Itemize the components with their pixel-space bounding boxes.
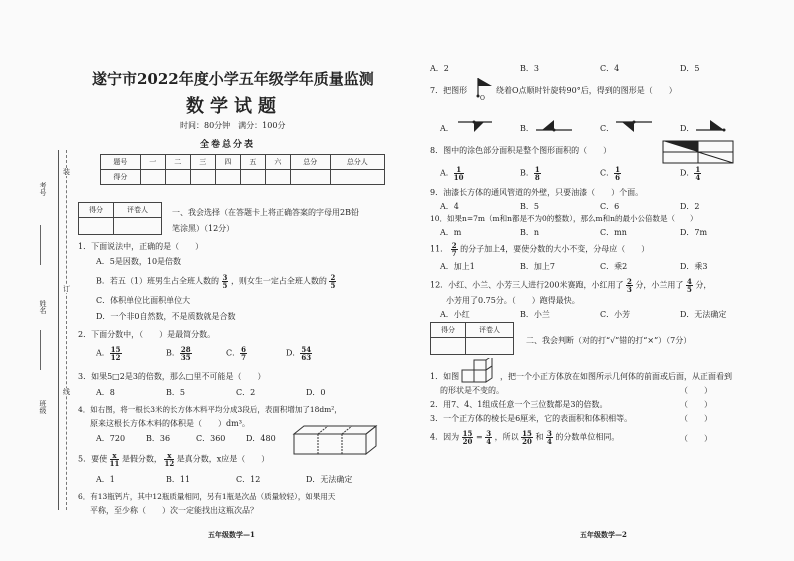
exam-title: 遂宁市2022年度小学五年级学年质量监测	[92, 70, 374, 88]
q7-stem-pre: 7．把图形	[430, 86, 468, 95]
q10-option-b[interactable]: B．n	[520, 228, 540, 237]
q7-option-d-shape[interactable]	[694, 118, 734, 134]
q4-option-c[interactable]: C．360	[196, 434, 226, 443]
total-col: 一	[140, 155, 165, 170]
q7-o-label: O	[480, 95, 485, 102]
q11-option-d[interactable]: D．乘3	[680, 262, 708, 271]
binding-blank-1	[40, 225, 41, 265]
score-cell[interactable]	[265, 170, 290, 185]
total-table-title: 全卷总分表	[200, 140, 256, 150]
q3-option-c[interactable]: C．2	[236, 388, 256, 397]
q4-option-b[interactable]: B．36	[146, 434, 171, 443]
q8-option-a[interactable]: A． $\frac{1}{10}$	[440, 165, 464, 182]
q1b-fraction-2: $\frac{2}{5}$	[330, 273, 336, 290]
total-col: 五	[240, 155, 265, 170]
total-score-table	[100, 154, 385, 185]
section1-score-box	[78, 202, 162, 235]
j1-cubes-figure	[460, 358, 500, 384]
score-cell[interactable]	[240, 170, 265, 185]
q11-stem: 11． $\frac{2}{7}$ 的分子加上4，要使分数的大小不变，分母应（ ）	[430, 241, 650, 258]
section1-heading: 一、我会选择（在答题卡上将正确答案的字母用2B铅	[172, 208, 359, 217]
binding-blank-2	[40, 330, 41, 370]
q4-stem: 4．如右图，将一根长3米的长方体木料平均分成3段后，表面积增加了18dm²，	[78, 405, 342, 414]
score-cell[interactable]	[140, 170, 165, 185]
total-col: 六	[265, 155, 290, 170]
q10-stem: 10．如果n=7m（m和n都是不为0的整数），那么m和n的最小公倍数是（ ）	[430, 214, 698, 223]
q10-option-d[interactable]: D．7m	[680, 228, 708, 237]
q1b-text: B．若五（1）班男生占全班人数的	[96, 276, 219, 286]
grader-label: 评卷人	[466, 323, 514, 338]
q8-option-b[interactable]: B． $\frac{1}{8}$	[520, 165, 540, 182]
q1-option-c[interactable]: C．体积单位比面积单位大	[96, 296, 191, 305]
q7-option-c-label[interactable]: C．	[600, 124, 615, 133]
total-col: 四	[215, 155, 240, 170]
q1-option-a[interactable]: A．5是因数，10是倍数	[96, 257, 182, 266]
q4-option-a[interactable]: A．720	[96, 434, 126, 443]
q12-option-a[interactable]: A．小红	[440, 310, 470, 319]
q12-option-c[interactable]: C．小芳	[600, 310, 631, 319]
j4-answer[interactable]: （ ）	[680, 434, 712, 443]
q3-option-a[interactable]: A．8	[96, 388, 115, 397]
grader-cell[interactable]	[466, 338, 514, 355]
j1-answer[interactable]: （ ）	[680, 386, 712, 395]
j1-stem-3: 的形状是不变的。	[440, 386, 504, 395]
binding-zhuang: 装	[63, 168, 70, 176]
page-footer-left: 五年级数学—1	[208, 530, 255, 539]
binding-dashed-line	[66, 150, 67, 510]
q1b-fraction: $\frac{3}{5}$	[222, 273, 228, 290]
q1b-text-2: ，则女生一定占全班人数的	[230, 276, 327, 286]
q10-option-c[interactable]: C．mn	[600, 228, 627, 237]
q6-stem-2: 平称，至少称（ ）次一定能找出这瓶次品？	[90, 506, 258, 515]
q11-option-c[interactable]: C．乘2	[600, 262, 628, 271]
q12-stem-2: 小芳用了0.75分。（ ）跑得最快。	[446, 296, 580, 305]
binding-outer-line	[58, 150, 59, 510]
q9-stem: 9．油漆长方体的通风管道的外壁，只要油漆（ ）个面。	[430, 188, 644, 197]
q9-option-c[interactable]: C．6	[600, 202, 620, 211]
q8-option-c[interactable]: C． $\frac{1}{6}$	[600, 165, 620, 182]
total-col: 三	[190, 155, 215, 170]
section1-heading-2: 笔涂黑）（12分）	[172, 224, 235, 233]
q2-option-c[interactable]: C． $\frac{6}{7}$	[226, 345, 246, 362]
section2-heading: 二、我会判断（对的打“√”错的打“×”）（7分）	[526, 336, 692, 345]
exam-info: 时间：80分钟 满分：100分	[180, 121, 286, 130]
score-label: 得分	[431, 323, 466, 338]
j1-stem: 1．如图	[430, 372, 460, 381]
q5-stem: 5．要使 $\frac{x}{11}$ 是假分数， $\frac{x}{12}$ 是真分数，x应是（ ）	[78, 451, 270, 468]
q7-option-c-shape[interactable]	[614, 118, 654, 134]
q4-stem-2: 原来这根长方体木料的体积是（ ）dm³。	[90, 419, 250, 428]
binding-label-xingming: 姓名	[39, 300, 47, 314]
score-cell[interactable]	[190, 170, 215, 185]
j2-stem: 2．用7、4、1组成任意一个三位数都是3的倍数。	[430, 400, 608, 409]
total-col: 二	[165, 155, 190, 170]
q9-option-b[interactable]: B．5	[520, 202, 539, 211]
q1-stem: 1．下面说法中，正确的是（ ）	[78, 242, 204, 251]
q3-stem: 3．如果5□2是3的倍数，那么□里不可能是（ ）	[78, 372, 266, 381]
q7-option-b-shape[interactable]	[534, 118, 574, 134]
total-col: 总分	[290, 155, 330, 170]
score-cell[interactable]	[215, 170, 240, 185]
cuboid-figure	[292, 424, 378, 456]
q5-option-c[interactable]: C．12	[236, 475, 261, 484]
total-col: 题号	[101, 155, 141, 170]
q6-option-d[interactable]: D．5	[680, 64, 700, 73]
q7-stem-post: 绕着O点顺时针旋转90°后，得到的图形是（ ）	[496, 86, 677, 95]
q5-option-a[interactable]: A．1	[96, 475, 115, 484]
q7-option-a-label[interactable]: A．	[440, 124, 454, 133]
total-row-label: 得分	[101, 170, 141, 185]
grader-cell[interactable]	[114, 218, 162, 235]
q1-option-b[interactable]	[96, 274, 336, 289]
q2-stem: 2．下面分数中，（ ）是最简分数。	[78, 330, 216, 339]
j3-answer[interactable]: （ ）	[680, 414, 712, 423]
total-score-header-row	[101, 155, 385, 170]
q10-option-a[interactable]: A．m	[440, 228, 462, 237]
q9-option-a[interactable]: A．4	[440, 202, 459, 211]
page-footer-right: 五年级数学—2	[580, 530, 627, 539]
q12-stem: 12．小红、小兰、小芳三人进行200米赛跑，小红用了 $\frac{2}{3}$ 分，小兰用了 $\frac{4}{5}$ 分，	[430, 277, 712, 294]
q4-option-d[interactable]: D．480	[246, 434, 276, 443]
score-cell[interactable]	[79, 218, 114, 235]
q5-option-d[interactable]: D．无法确定	[306, 475, 353, 484]
q11-option-b[interactable]: B．加上7	[520, 262, 555, 271]
q2-option-b[interactable]: B． $\frac{28}{35}$	[166, 345, 191, 362]
q5-option-b[interactable]: B．11	[166, 475, 191, 484]
q6-stem: 6．有13瓶钙片，其中12瓶质量相同，另有1瓶是次品（质量较轻），如果用天	[78, 492, 336, 501]
total-score-row	[101, 170, 385, 185]
q3-option-d[interactable]: D．0	[306, 388, 326, 397]
q2-option-a[interactable]: A． $\frac{15}{12}$	[96, 345, 121, 362]
grader-label: 评卷人	[114, 203, 162, 218]
j1-stem-2: ，把一个小正方体放在如图所示几何体的前面或后面，从正面看到	[500, 372, 732, 381]
q6-option-c[interactable]: C．4	[600, 64, 620, 73]
q7-option-a-shape[interactable]	[454, 118, 494, 134]
q11-option-a[interactable]: A．加上1	[440, 262, 475, 271]
score-cell[interactable]	[290, 170, 330, 185]
j2-answer[interactable]: （ ）	[680, 400, 712, 409]
score-label: 得分	[79, 203, 114, 218]
q8-stem: 8．图中的涂色部分面积是整个图形面积的（ ）	[430, 146, 612, 155]
score-cell[interactable]	[165, 170, 190, 185]
binding-label-banji: 班级	[39, 400, 47, 414]
score-cell[interactable]	[330, 170, 384, 185]
q8-figure	[662, 140, 734, 164]
q6-option-a[interactable]: A．2	[430, 64, 449, 73]
q8-option-d[interactable]: D． $\frac{1}{4}$	[680, 165, 701, 182]
section2-score-box	[430, 322, 514, 355]
j4-stem: 4．因为 $\frac{15}{20}$ = $\frac{3}{4}$ ，所以 $\frac{15}{20}$ 和 $\frac{3}{4}$ 的分数单位相同。	[430, 429, 620, 446]
j3-stem: 3．一个正方体的棱长是6厘米，它的表面积和体积相等。	[430, 414, 633, 423]
q7-option-b-label[interactable]: B．	[520, 124, 534, 133]
exam-subject: 数学试题	[186, 96, 282, 117]
q3-option-b[interactable]: B．5	[166, 388, 185, 397]
q6-option-b[interactable]: B．3	[520, 64, 539, 73]
q9-option-d[interactable]: D．2	[680, 202, 700, 211]
binding-xian: 线	[63, 388, 70, 396]
q1-option-d[interactable]: D．一个非0自然数，不是质数就是合数	[96, 312, 236, 321]
q2-option-d[interactable]: D． $\frac{54}{63}$	[286, 345, 312, 362]
q12-option-b[interactable]: B．小兰	[520, 310, 550, 319]
total-col: 总分人	[330, 155, 384, 170]
score-cell[interactable]	[431, 338, 466, 355]
q12-option-d[interactable]: D．无法确定	[680, 310, 727, 319]
q7-option-d-label[interactable]: D．	[680, 124, 695, 133]
binding-label-kaohao: 考号	[39, 182, 47, 196]
binding-ding: 订	[63, 285, 70, 293]
